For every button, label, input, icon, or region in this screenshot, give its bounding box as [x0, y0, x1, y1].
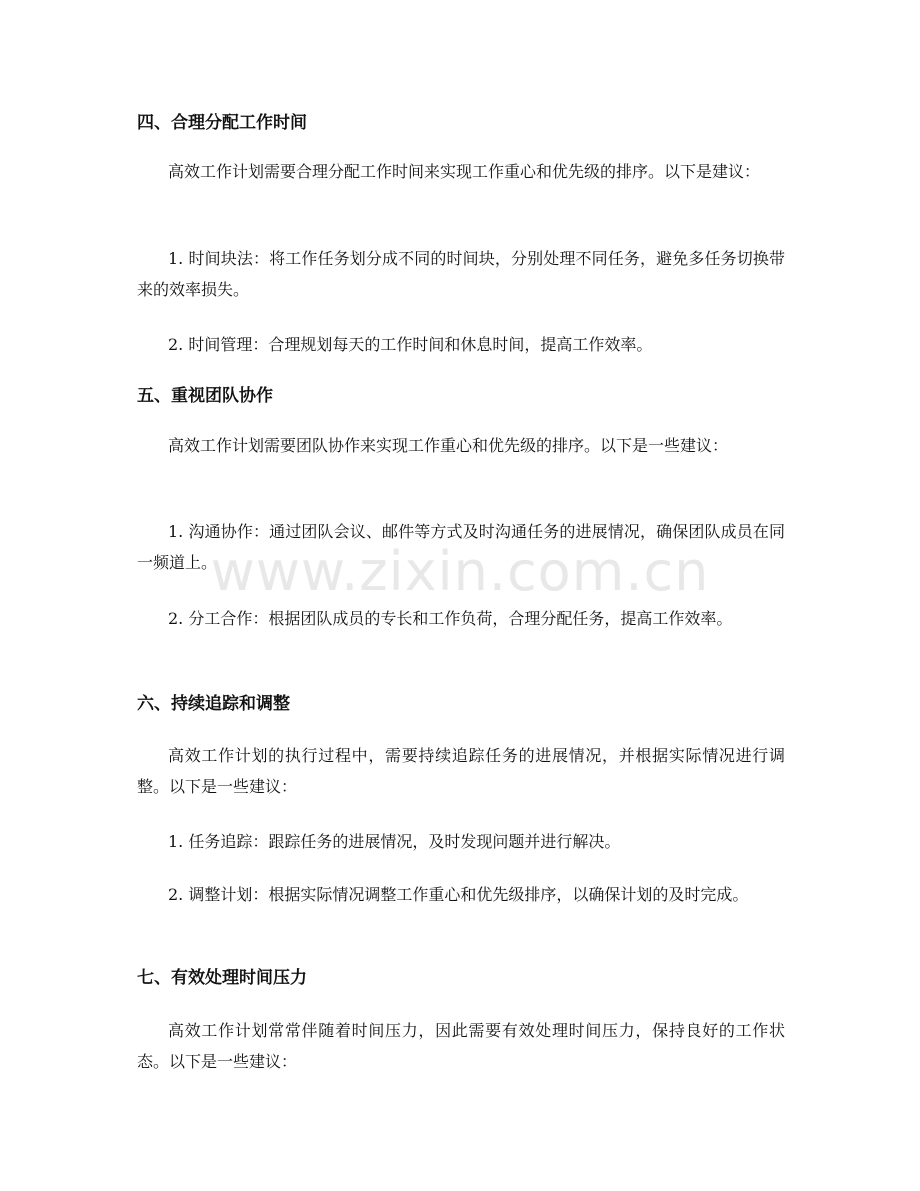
- section-heading: 六、持续追踪和调整: [137, 694, 290, 714]
- section-heading: 七、有效处理时间压力: [137, 968, 307, 988]
- list-item: 1. 任务追踪：跟踪任务的进展情况，及时发现问题并进行解决。: [168, 832, 621, 851]
- list-item: 2. 时间管理：合理规划每天的工作时间和休息时间，提高工作效率。: [168, 335, 653, 354]
- paragraph: 高效工作计划常常伴随着时间压力，因此需要有效处理时间压力，保持良好的工作状态。以下是一些建议：: [137, 1021, 785, 1071]
- watermark: www.zixin.com.cn: [210, 540, 710, 603]
- paragraph: 高效工作计划需要合理分配工作时间来实现工作重心和优先级的排序。以下是建议：: [168, 162, 761, 181]
- section-heading: 五、重视团队协作: [137, 386, 273, 406]
- section-heading: 四、合理分配工作时间: [137, 113, 307, 133]
- list-item: 2. 调整计划：根据实际情况调整工作重心和优先级排序，以确保计划的及时完成。: [168, 885, 749, 904]
- paragraph: 高效工作计划需要团队协作来实现工作重心和优先级的排序。以下是一些建议：: [168, 436, 729, 455]
- list-item: 1. 时间块法：将工作任务划分成不同的时间块，分别处理不同任务，避免多任务切换带来的效率损失。: [137, 249, 785, 299]
- paragraph: 高效工作计划的执行过程中，需要持续追踪任务的进展情况，并根据实际情况进行调整。以下是一些建议：: [137, 746, 785, 796]
- list-item: 1. 沟通协作：通过团队会议、邮件等方式及时沟通任务的进展情况，确保团队成员在同一频道上。: [137, 522, 785, 572]
- list-item: 2. 分工合作：根据团队成员的专长和工作负荷，合理分配任务，提高工作效率。: [168, 609, 733, 628]
